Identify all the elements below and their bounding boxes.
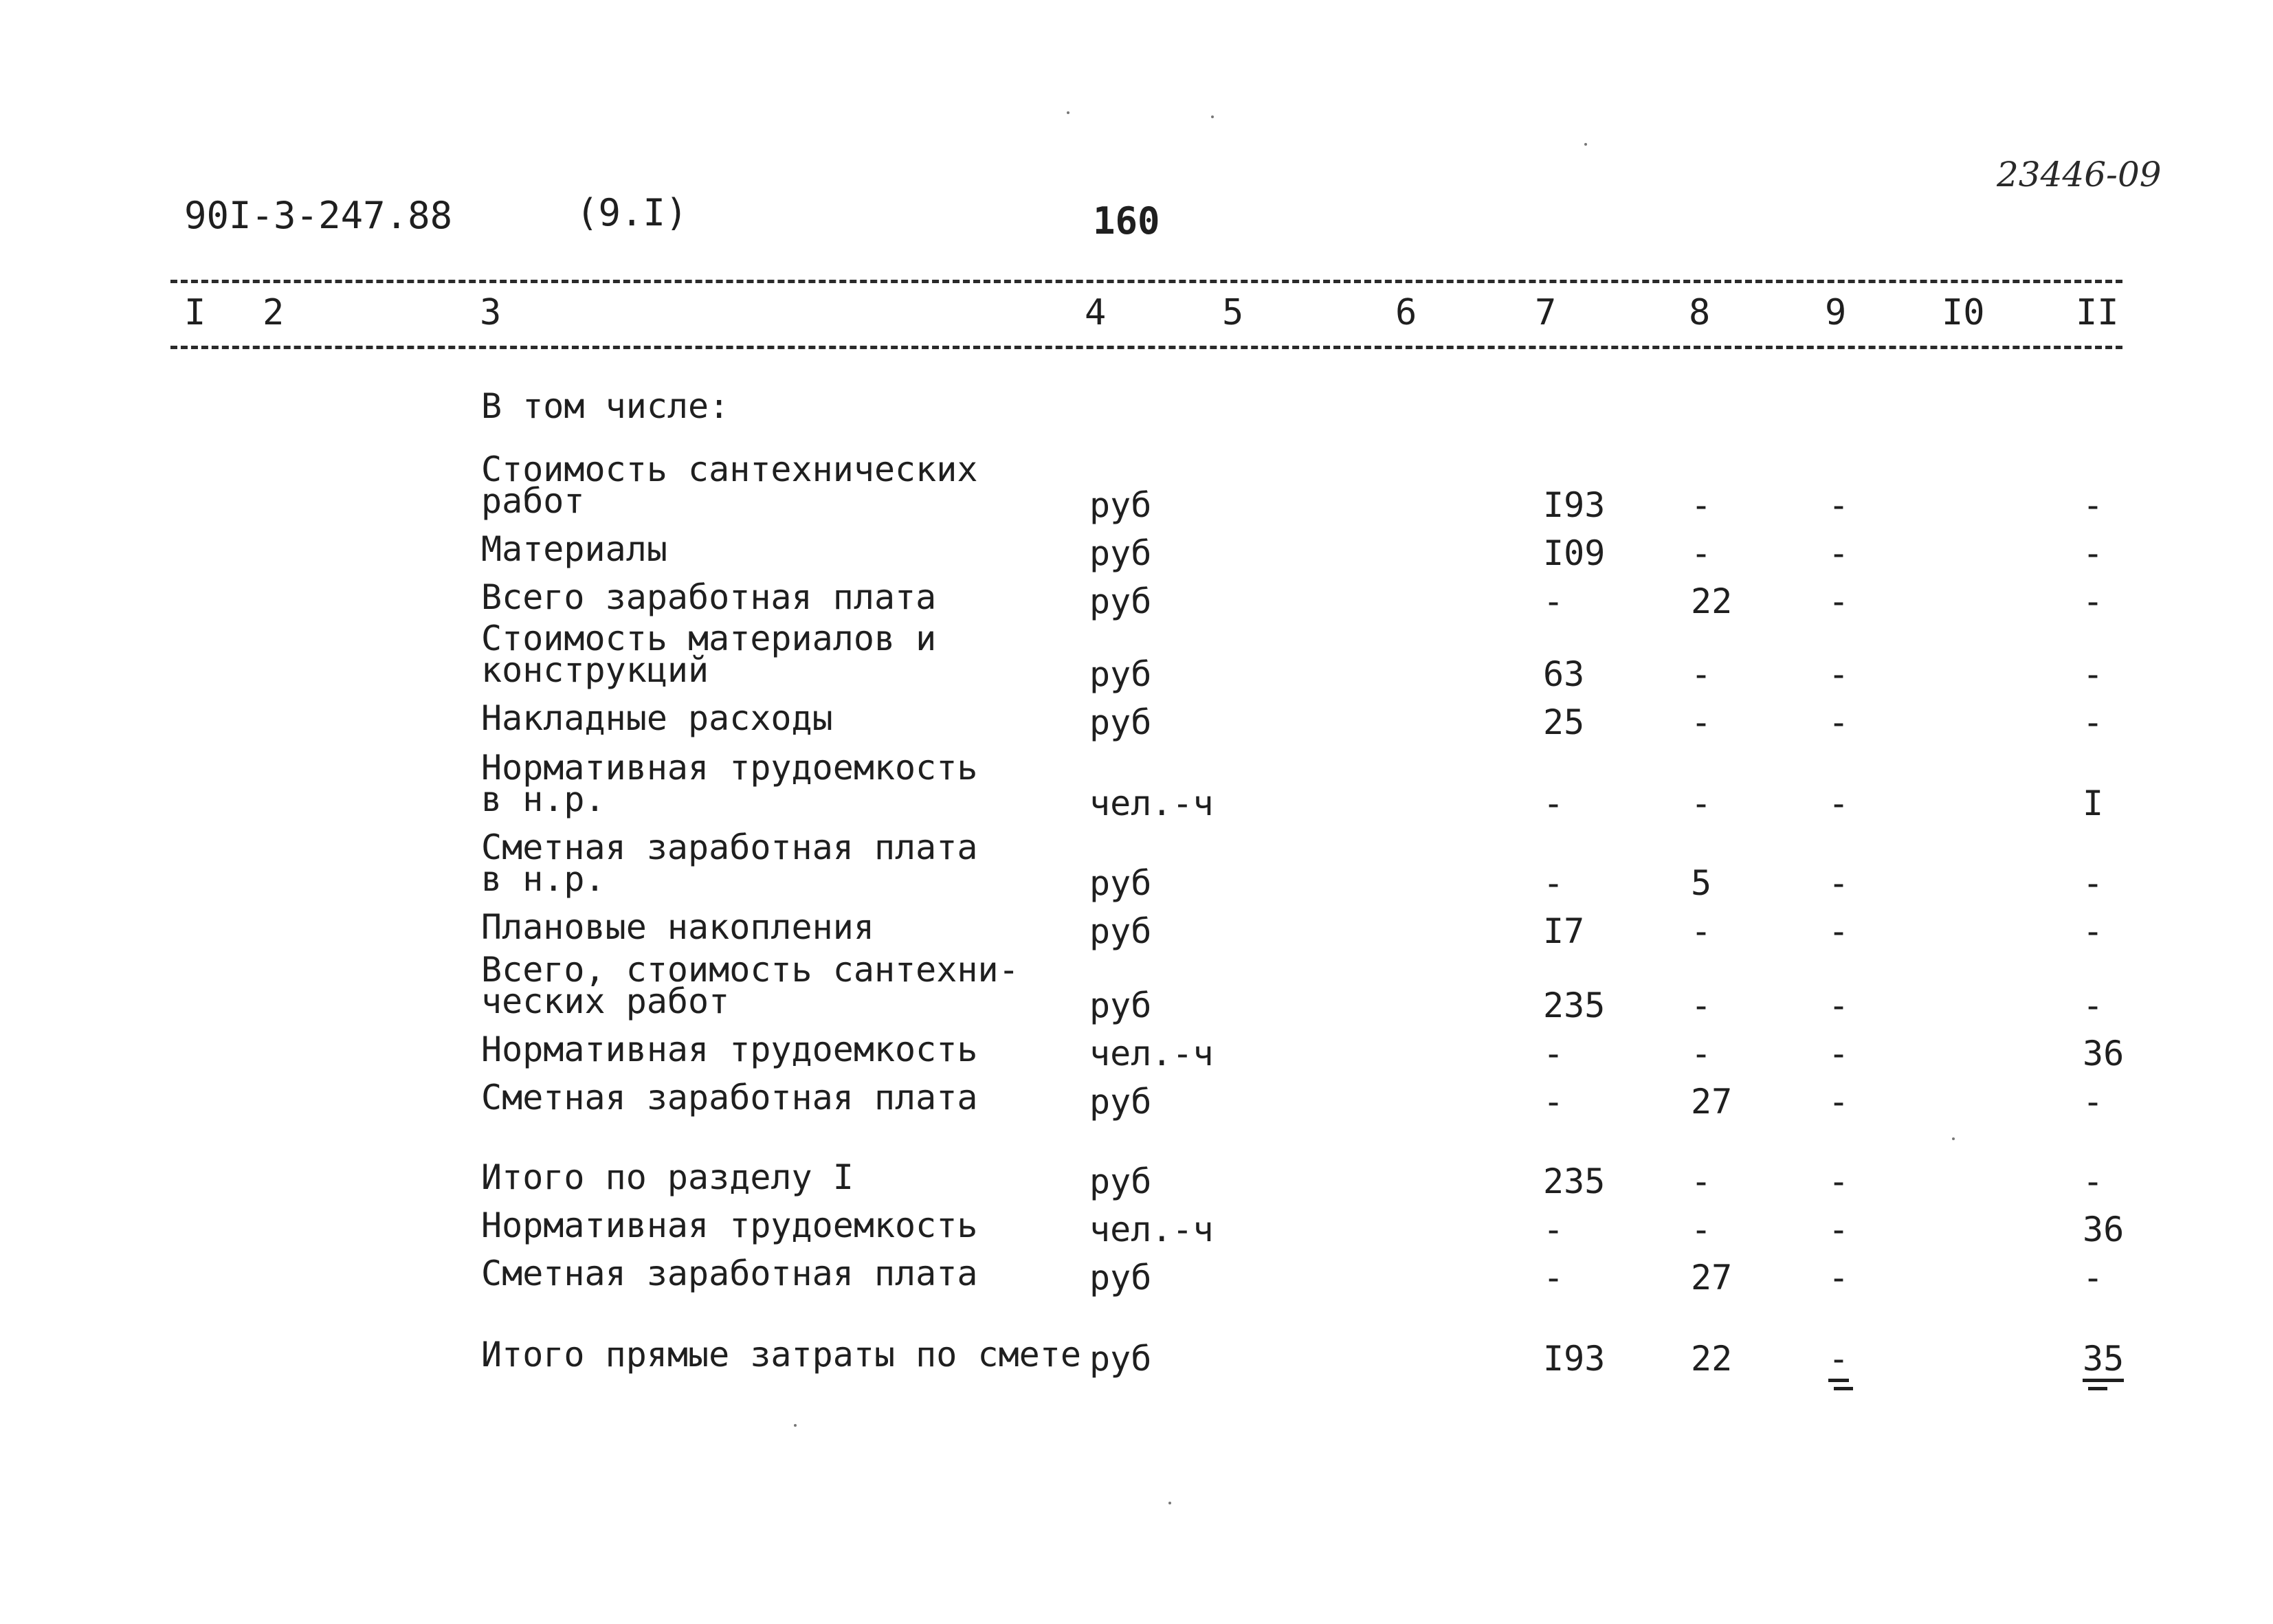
row-description: Стоимость сантехнических работ <box>481 449 978 521</box>
column-number-3: 3 <box>480 292 502 333</box>
row-col7-value: - <box>1543 581 1564 621</box>
row-col7-value: 235 <box>1543 986 1606 1025</box>
row-unit: руб <box>1089 533 1152 573</box>
row-unit: руб <box>1089 1161 1152 1201</box>
row-col8-value: - <box>1691 783 1712 823</box>
row-col7-value: I09 <box>1543 533 1606 573</box>
column-number-8: 8 <box>1689 292 1711 333</box>
row-col11-value: - <box>2083 485 2104 525</box>
row-col9-value: - <box>1828 1210 1850 1249</box>
row-col9-value: - <box>1828 1161 1850 1201</box>
row-unit: руб <box>1089 1339 1152 1379</box>
row-col9-value: - <box>1828 485 1850 525</box>
row-description: Материалы <box>481 529 667 569</box>
row-col8-value: 5 <box>1691 863 1712 903</box>
double-underline-col11 <box>2088 1387 2107 1390</box>
row-description: Накладные расходы <box>481 698 833 738</box>
row-unit: руб <box>1089 1082 1152 1122</box>
column-number-1: I <box>184 292 206 333</box>
row-col7-value: 235 <box>1543 1161 1606 1201</box>
row-col8-value: 27 <box>1691 1082 1733 1122</box>
row-col9-value: - <box>1828 783 1850 823</box>
row-unit: руб <box>1089 863 1152 903</box>
row-col8-value: - <box>1691 1210 1712 1249</box>
row-col9-value: - <box>1828 581 1850 621</box>
row-description: Всего, стоимость сантехни- ческих работ <box>481 950 1019 1021</box>
row-description: Всего заработная плата <box>481 577 937 617</box>
row-col11-value: - <box>2083 986 2104 1025</box>
scan-speck <box>1168 1502 1171 1504</box>
row-description: Нормативная трудоемкость <box>481 1030 978 1069</box>
row-description: Плановые накопления <box>481 907 874 947</box>
row-unit: руб <box>1089 654 1152 694</box>
column-number-4: 4 <box>1085 292 1107 333</box>
row-col9-value: - <box>1828 863 1850 903</box>
row-description: Итого прямые затраты по смете <box>481 1335 1081 1375</box>
row-col11-value: - <box>2083 533 2104 573</box>
row-description: Сметная заработная плата <box>481 1078 978 1117</box>
row-col9-value: - <box>1828 911 1850 951</box>
scan-speck <box>1952 1137 1955 1140</box>
row-col11-value: 36 <box>2083 1034 2125 1074</box>
row-col7-value: 63 <box>1543 654 1585 694</box>
scan-speck <box>1211 115 1214 118</box>
row-col11-value: - <box>2083 1161 2104 1201</box>
row-col7-value: - <box>1543 783 1564 823</box>
row-unit: чел.-ч <box>1089 1034 1214 1074</box>
row-col7-value: - <box>1543 863 1564 903</box>
double-underline-col9 <box>1834 1387 1853 1390</box>
row-col9-value: - <box>1828 1258 1850 1298</box>
row-description: Сметная заработная плата в н.р. <box>481 827 978 899</box>
row-description: Стоимость материалов и конструкций <box>481 619 937 690</box>
row-col7-value: - <box>1543 1258 1564 1298</box>
column-number-6: 6 <box>1395 292 1417 333</box>
section-number: (9.I) <box>576 191 688 234</box>
row-unit: руб <box>1089 911 1152 951</box>
row-col11-value: - <box>2083 863 2104 903</box>
row-col7-value: - <box>1543 1082 1564 1122</box>
row-unit: руб <box>1089 986 1152 1025</box>
document-code: 90I-3-247.88 <box>184 194 453 237</box>
row-col9-value: - <box>1828 654 1850 694</box>
column-number-2: 2 <box>263 292 285 333</box>
row-unit: руб <box>1089 485 1152 525</box>
row-col11-value: 35 <box>2083 1339 2124 1382</box>
handwritten-reference: 23446-09 <box>1997 155 2162 194</box>
row-col8-value: - <box>1691 1034 1712 1074</box>
row-col9-value: - <box>1828 702 1850 742</box>
row-col7-value: I93 <box>1543 1339 1606 1379</box>
row-col8-value: - <box>1691 1161 1712 1201</box>
row-col8-value: 22 <box>1691 581 1733 621</box>
row-col8-value: - <box>1691 654 1712 694</box>
row-unit: руб <box>1089 1258 1152 1298</box>
row-col9-value: - <box>1828 533 1850 573</box>
row-col9-value: - <box>1828 1082 1850 1122</box>
row-col11-value: - <box>2083 911 2104 951</box>
row-col7-value: I7 <box>1543 911 1585 951</box>
row-col11-value: - <box>2083 1082 2104 1122</box>
row-description: Нормативная трудоемкость <box>481 1205 978 1245</box>
row-col8-value: - <box>1691 485 1712 525</box>
row-col11-value: 36 <box>2083 1210 2125 1249</box>
scan-speck <box>1584 143 1587 146</box>
row-col9-value: - <box>1828 986 1850 1025</box>
row-unit: чел.-ч <box>1089 783 1214 823</box>
row-col7-value: 25 <box>1543 702 1585 742</box>
intro-label: В том числе: <box>481 386 730 426</box>
column-number-11: II <box>2076 292 2119 333</box>
row-description: Сметная заработная плата <box>481 1254 978 1293</box>
page-number: 160 <box>1093 199 1160 243</box>
row-col7-value: - <box>1543 1034 1564 1074</box>
row-col11-value: I <box>2083 783 2104 823</box>
row-col7-value: I93 <box>1543 485 1606 525</box>
row-col11-value: - <box>2083 702 2104 742</box>
row-col7-value: - <box>1543 1210 1564 1249</box>
row-unit: руб <box>1089 702 1152 742</box>
row-col11-value: - <box>2083 654 2104 694</box>
row-col9-value: - <box>1828 1034 1850 1074</box>
column-number-7: 7 <box>1535 292 1557 333</box>
row-col8-value: 27 <box>1691 1258 1733 1298</box>
column-number-9: 9 <box>1825 292 1847 333</box>
column-number-5: 5 <box>1222 292 1244 333</box>
row-col8-value: - <box>1691 986 1712 1025</box>
row-col8-value: - <box>1691 911 1712 951</box>
row-col11-value: - <box>2083 581 2104 621</box>
row-col8-value: 22 <box>1691 1339 1733 1379</box>
row-col9-value: - <box>1828 1339 1849 1382</box>
row-col11-value: - <box>2083 1258 2104 1298</box>
scan-speck <box>1067 111 1069 114</box>
scan-speck <box>794 1424 797 1427</box>
row-col8-value: - <box>1691 533 1712 573</box>
row-unit: чел.-ч <box>1089 1210 1214 1249</box>
row-description: Итого по разделу I <box>481 1157 854 1197</box>
row-description: Нормативная трудоемкость в н.р. <box>481 748 978 819</box>
column-number-10: I0 <box>1942 292 1985 333</box>
row-col8-value: - <box>1691 702 1712 742</box>
row-unit: руб <box>1089 581 1152 621</box>
